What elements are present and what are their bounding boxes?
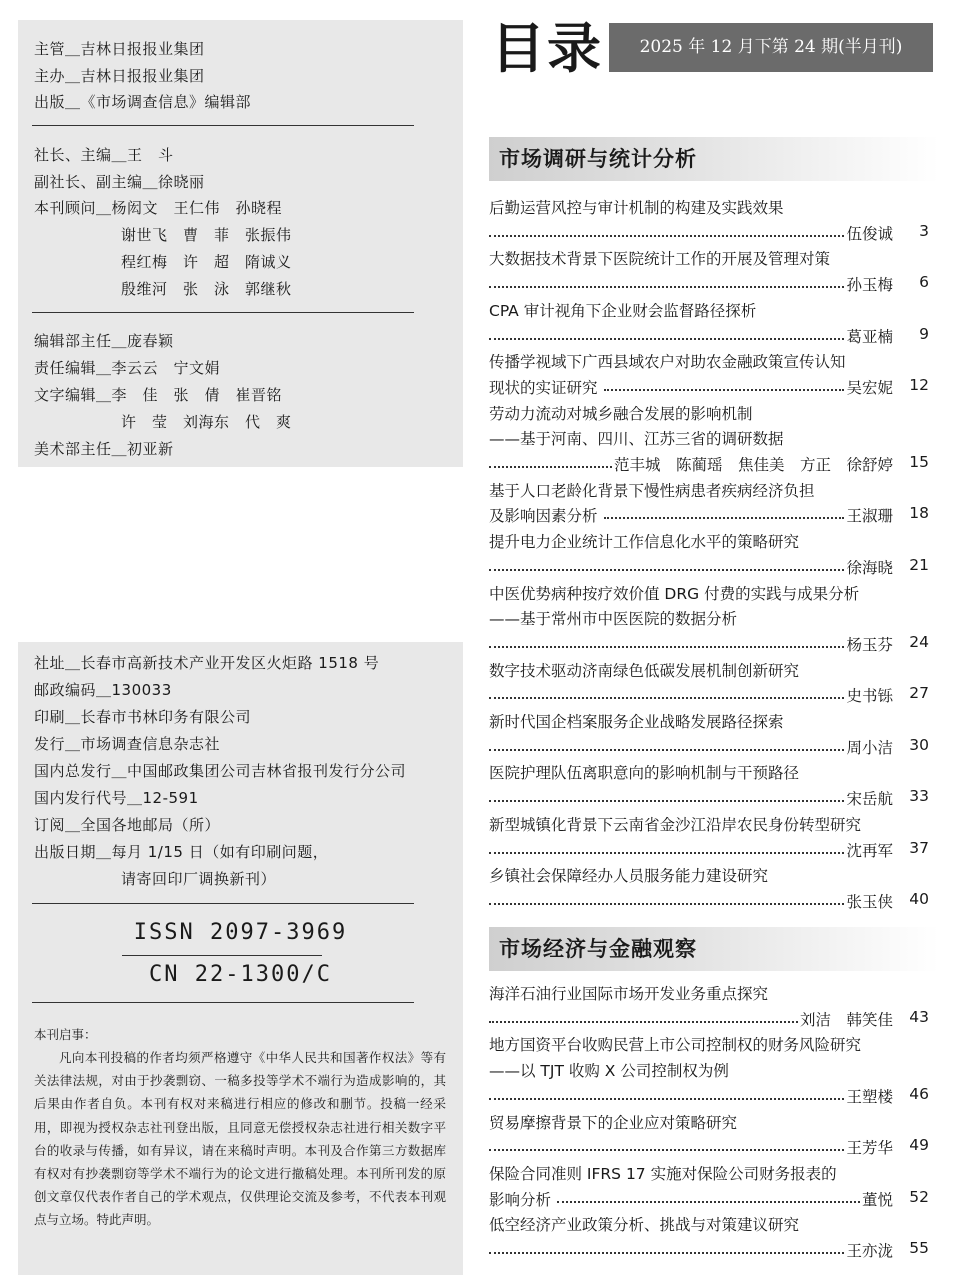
publisher-line: 订阅＿全国各地邮局（所）: [34, 816, 221, 834]
divider: [32, 125, 414, 126]
toc-entry-leader-line[interactable]: [489, 1136, 929, 1158]
toc-entry-title: 影响分析: [489, 1190, 552, 1209]
toc-entry-title[interactable]: 地方国资平台收购民营上市公司控制权的财务风险研究: [489, 1036, 862, 1055]
toc-entry-page: 9: [919, 324, 929, 343]
toc-entry-page: 3: [919, 221, 929, 240]
leader-dots: [489, 1252, 844, 1254]
leader-dots: [489, 800, 844, 802]
leader-dots: [489, 1098, 844, 1100]
notice-body: 凡向本刊投稿的作者均须严格遵守《中华人民共和国著作权法》等有关法律法规，对由于抄袭剽窃、一稿多投等学术不端行为造成影响的，其后果由作者自负。本刊有权对来稿进行相应的修改和删节。投稿一经采用，即视为授权杂志社刊登出版，且同意无偿授权杂志社进行相关数字平台的收录与传播，如有异议，请在来稿时声明。本刊及合作第三方数据库有权对有抄袭剽窃等学术不端行为的论文进行撤稿处理。本刊所刊发的原创文章仅代表作者自己的学术观点，仅供理论交流及参考，不代表本刊观点与立场。特此声明。: [34, 1050, 446, 1228]
toc-entry-leader-line[interactable]: [489, 273, 929, 295]
publisher-line: 国内发行代号＿12-591: [34, 789, 199, 807]
publisher-line: 发行＿市场调查信息杂志社: [34, 735, 221, 753]
toc-entry-page: 40: [909, 889, 929, 908]
toc-entry-leader-line[interactable]: [489, 890, 929, 912]
masthead-line: 许 莹 刘海东 代 爽: [121, 413, 292, 431]
toc-entry-author: 董悦: [861, 1190, 893, 1209]
leader-dots: [489, 697, 844, 699]
toc-entry-leader-line[interactable]: [489, 1188, 929, 1210]
toc-entry-title[interactable]: ——以 TJT 收购 X 公司控制权为例: [489, 1062, 729, 1081]
masthead-panel: [18, 20, 463, 467]
divider: [32, 312, 414, 313]
leader-dots: [604, 389, 845, 391]
leader-dots: [489, 569, 844, 571]
toc-entry-page: 6: [919, 273, 929, 292]
leader-dots: [489, 749, 844, 751]
toc-entry-leader-line[interactable]: [489, 376, 929, 398]
toc-entry-page: 33: [909, 787, 929, 806]
section-heading: [489, 137, 939, 181]
toc-entry-title[interactable]: CPA 审计视角下企业财会监督路径探析: [489, 301, 757, 320]
toc-entry-title[interactable]: 提升电力企业统计工作信息化水平的策略研究: [489, 533, 800, 552]
masthead-line: 美术部主任＿初亚新: [34, 440, 174, 458]
toc-entry-leader-line[interactable]: [489, 684, 929, 706]
masthead-line: 出版＿《市场调查信息》编辑部: [34, 93, 252, 111]
toc-entry-title[interactable]: 新型城镇化背景下云南省金沙江沿岸农民身份转型研究: [489, 815, 862, 834]
publisher-line: 邮政编码＿130033: [34, 681, 172, 699]
toc-entry-title[interactable]: 后勤运营风控与审计机制的构建及实践效果: [489, 199, 784, 217]
toc-entry-title[interactable]: 贸易摩擦背景下的企业应对策略研究: [489, 1113, 738, 1132]
toc-entry-page: 12: [909, 375, 929, 394]
toc-entry-leader-line[interactable]: [489, 839, 929, 861]
toc-entry-title[interactable]: 保险合同准则 IFRS 17 实施对保险公司财务报表的: [489, 1164, 837, 1183]
toc-entry-title[interactable]: 新时代国企档案服务企业战略发展路径探索: [489, 713, 784, 731]
issn-number: ISSN 2097-3969: [133, 920, 348, 945]
publisher-line: 出版日期＿每月 1/15 日（如有印刷问题，: [34, 843, 329, 861]
leader-dots: [489, 852, 844, 854]
toc-entry-title[interactable]: ——基于常州市中医医院的数据分析: [489, 610, 738, 629]
masthead-line: 程红梅 许 超 隋诚义: [121, 253, 292, 271]
toc-entry-page: 46: [909, 1084, 929, 1103]
section-heading-text: 市场经济与金融观察: [499, 936, 697, 961]
toc-entry-leader-line[interactable]: [489, 1008, 929, 1030]
toc-entry-page: 30: [909, 735, 929, 754]
toc-entry-author: 王亦泷: [846, 1242, 893, 1260]
toc-entry-leader-line[interactable]: [489, 1239, 929, 1261]
leader-dots: [489, 466, 612, 468]
toc-entry-page: 27: [909, 684, 929, 703]
masthead-line: 本刊顾问＿杨闳文 王仁伟 孙晓程: [34, 199, 283, 217]
masthead-line: 主管＿吉林日报报业集团: [34, 40, 205, 58]
publisher-line: 请寄回印厂调换新刊）: [121, 870, 277, 888]
toc-entry-author: 徐海晓: [846, 558, 893, 577]
toc-entry-title[interactable]: ——基于河南、四川、江苏三省的调研数据: [489, 430, 784, 449]
publisher-panel: [18, 642, 463, 1275]
toc-entry-leader-line[interactable]: [489, 453, 929, 475]
toc-entry-author: 范丰城 陈蔺瑶 焦佳美 方正 徐舒婷: [613, 456, 893, 474]
toc-entry-title[interactable]: 基于人口老龄化背景下慢性病患者疾病经济负担: [489, 481, 815, 500]
leader-dots: [489, 1149, 844, 1151]
toc-entry-author: 杨玉芬: [846, 635, 893, 654]
toc-entry-author: 葛亚楠: [846, 327, 893, 346]
publisher-line: 印刷＿长春市书林印务有限公司: [34, 708, 252, 726]
toc-entry-title: 现状的实证研究: [489, 378, 598, 397]
leader-dots: [489, 338, 844, 340]
toc-entry-title[interactable]: 医院护理队伍离职意向的影响机制与干预路径: [489, 764, 800, 783]
divider: [122, 955, 322, 956]
toc-entry-page: 18: [909, 504, 929, 523]
toc-entry-author: 王淑珊: [846, 507, 893, 526]
leader-dots: [489, 286, 844, 288]
publisher-line: 社址＿长春市高新技术产业开发区火炬路 1518 号: [34, 654, 380, 672]
masthead-line: 主办＿吉林日报报业集团: [34, 67, 205, 85]
masthead-line: 编辑部主任＿庞春颖: [34, 332, 174, 350]
toc-entry-title[interactable]: 乡镇社会保障经办人员服务能力建设研究: [489, 867, 769, 886]
toc-entry-author: 刘洁 韩笑佳: [799, 1010, 893, 1029]
toc-entry-title: 及影响因素分析: [489, 507, 598, 526]
leader-dots: [489, 235, 844, 237]
toc-entry-page: 49: [909, 1136, 929, 1155]
toc-entry-leader-line[interactable]: [489, 325, 929, 347]
leader-dots: [557, 1201, 860, 1203]
toc-entry-leader-line[interactable]: [489, 787, 929, 809]
cn-number: CN 22-1300/C: [149, 962, 332, 987]
toc-entry-author: 王塑楼: [846, 1087, 893, 1106]
section-heading-text: 市场调研与统计分析: [499, 146, 697, 171]
toc-entry-leader-line[interactable]: [489, 736, 929, 758]
leader-dots: [604, 517, 845, 519]
toc-entry-page: 15: [909, 453, 929, 471]
toc-entry-leader-line[interactable]: [489, 633, 929, 655]
toc-entry-leader-line[interactable]: [489, 1085, 929, 1107]
toc-entry-page: 52: [909, 1187, 929, 1206]
divider: [32, 1002, 414, 1003]
toc-entry-title[interactable]: 劳动力流动对城乡融合发展的影响机制: [489, 404, 753, 423]
leader-dots: [489, 1021, 798, 1023]
masthead-line: 文字编辑＿李 佳 张 倩 崔晋铭: [34, 386, 283, 404]
toc-entry-page: 37: [909, 838, 929, 857]
toc-entry-page: 55: [909, 1239, 929, 1257]
toc-entry-author: 周小洁: [846, 738, 893, 757]
toc-entry-title[interactable]: 低空经济产业政策分析、挑战与对策建议研究: [489, 1216, 800, 1235]
toc-entry-author: 孙玉梅: [846, 276, 893, 295]
toc-title: 目录: [491, 16, 603, 80]
toc-entry-author: 王芳华: [846, 1139, 893, 1158]
toc-entry-author: 宋岳航: [846, 790, 893, 809]
toc-entry-author: 史书铄: [846, 687, 893, 706]
section-heading: [489, 927, 939, 971]
divider: [32, 903, 414, 904]
notice-title: 本刊启事：: [34, 1027, 97, 1042]
masthead-line: 殷维河 张 泳 郭继秋: [121, 280, 292, 298]
toc-entry-author: 吴宏妮: [846, 378, 893, 397]
toc-entry-author: 沈再军: [846, 841, 893, 860]
toc-entry-page: 24: [909, 632, 929, 651]
toc-entry-title[interactable]: 海洋石油行业国际市场开发业务重点探究: [489, 985, 769, 1003]
masthead-line: 社长、主编＿王 斗: [34, 146, 174, 164]
masthead-line: 谢世飞 曹 菲 张振伟: [121, 226, 292, 244]
toc-entry-leader-line[interactable]: [489, 504, 929, 526]
toc-entry-page: 21: [909, 555, 929, 574]
leader-dots: [489, 903, 844, 905]
toc-entry-author: 张玉侠: [846, 892, 893, 911]
publisher-line: 国内总发行＿中国邮政集团公司吉林省报刊发行分公司: [34, 762, 407, 780]
toc-entry-leader-line[interactable]: [489, 556, 929, 578]
toc-entry-title[interactable]: 中医优势病种按疗效价值 DRG 付费的实践与成果分析: [489, 584, 860, 603]
toc-entry-title[interactable]: 传播学视域下广西县域农户对助农金融政策宣传认知: [489, 353, 846, 372]
toc-entry-title[interactable]: 大数据技术背景下医院统计工作的开展及管理对策: [489, 250, 831, 269]
masthead-line: 副社长、副主编＿徐晓丽: [34, 173, 205, 191]
toc-entry-author: 伍俊诚: [846, 224, 893, 243]
toc-entry-leader-line[interactable]: [489, 222, 929, 244]
toc-entry-title[interactable]: 数字技术驱动济南绿色低碳发展机制创新研究: [489, 661, 800, 680]
masthead-line: 责任编辑＿李云云 宁文娟: [34, 359, 221, 377]
issue-badge: 2025 年 12 月下第 24 期(半月刊): [609, 23, 933, 72]
leader-dots: [489, 646, 844, 648]
toc-entry-page: 43: [909, 1007, 929, 1026]
